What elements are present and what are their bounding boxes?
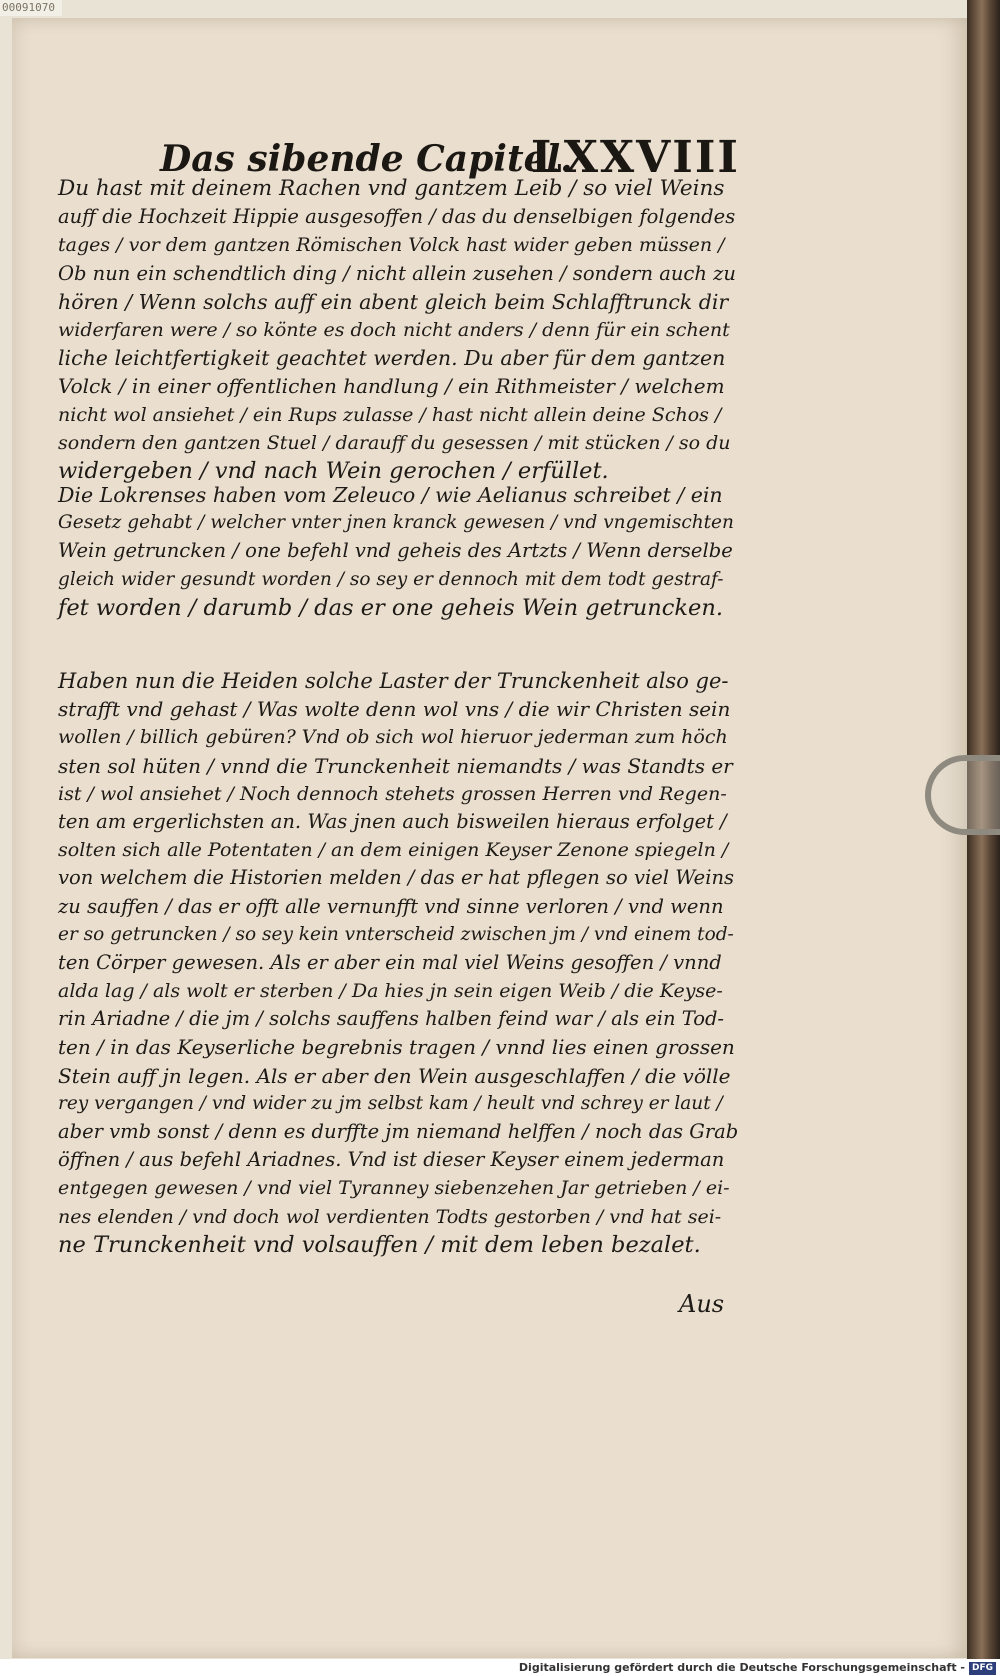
text-line: sondern den gantzen Stuel / darauff du gesessen / mit stücken / so du bbox=[58, 431, 731, 454]
text-line: Volck / in einer offentlichen handlung / ein Rithmeister / welchem bbox=[58, 374, 725, 399]
text-line: Gesetz gehabt / welcher vnter jnen kranck gewesen / vnd vngemischten bbox=[58, 512, 734, 534]
text-line: strafft vnd gehast / Was wolte denn wol vns / die wir Christen sein bbox=[58, 697, 731, 722]
text-line: hören / Wenn solchs auff ein abent gleich beim Schlafftrunck dir bbox=[58, 289, 729, 314]
paragraph-1 bbox=[58, 175, 738, 485]
text-line: wollen / billich gebüren? Vnd ob sich wol hieruor jederman zum höch bbox=[58, 726, 728, 749]
paragraph-2 bbox=[58, 481, 738, 622]
footer-text: Digitalisierung gefördert durch die Deutsche Forschungsgemeinschaft - bbox=[518, 1661, 965, 1674]
text-line: fet worden / darumb / das er one geheis Wein getruncken. bbox=[58, 594, 723, 621]
text-line: entgegen gewesen / vnd viel Tyranney siebenzehen Jar getrieben / ei- bbox=[58, 1177, 730, 1200]
text-line: Die Lokrenses haben vom Zeleuco / wie Aelianus schreibet / ein bbox=[58, 483, 723, 507]
text-line: öffnen / aus befehl Ariadnes. Vnd ist dieser Keyser einem jederman bbox=[58, 1148, 725, 1172]
text-line: Stein auff jn legen. Als er aber den Wein ausgeschlaffen / die völle bbox=[58, 1063, 731, 1088]
text-line: ne Trunckenheit vnd volsauffen / mit dem leben bezalet. bbox=[58, 1231, 701, 1258]
catchword: Aus bbox=[679, 1290, 725, 1318]
text-line: auff die Hochzeit Hippie ausgesoffen / das du denselbigen folgendes bbox=[58, 205, 736, 229]
text-line: zu sauffen / das er offt alle vernunfft vnd sinne verloren / vnd wenn bbox=[58, 894, 724, 918]
text-line: widerfaren were / so könte es doch nicht anders / denn für ein schent bbox=[58, 318, 730, 341]
text-line: aber vmb sonst / denn es durffte jm niemand helffen / noch das Grab bbox=[58, 1120, 739, 1143]
text-line: Du hast mit deinem Rachen vnd gantzem Leib / so viel Weins bbox=[58, 176, 725, 201]
text-line: Ob nun ein schendtlich ding / nicht allein zusehen / sondern auch zu bbox=[58, 261, 736, 285]
text-line: liche leichtfertigkeit geachtet werden. Du aber für dem gantzen bbox=[58, 346, 726, 371]
digitization-footer bbox=[0, 1659, 1000, 1676]
text-line: rin Ariadne / die jm / solchs sauffens halben feind war / als ein Tod- bbox=[58, 1007, 725, 1031]
text-line: ist / wol ansiehet / Noch dennoch stehets grossen Herren vnd Regen- bbox=[58, 782, 727, 805]
text-line: Haben nun die Heiden solche Laster der Trunckenheit also ge- bbox=[58, 669, 729, 693]
chapter-title: Das sibende Capitel. bbox=[160, 138, 573, 180]
paragraph-3 bbox=[58, 667, 738, 1259]
text-line: ten am ergerlichsten an. Was jnen auch bisweilen hieraus erfolget / bbox=[58, 809, 727, 833]
text-line: solten sich alle Potentaten / an dem einigen Keyser Zenone spiegeln / bbox=[58, 839, 729, 862]
text-line: nes elenden / vnd doch wol verdienten Todts gestorben / vnd hat sei- bbox=[58, 1205, 722, 1228]
text-line: ten / in das Keyserliche begrebnis tragen / vnnd lies einen grossen bbox=[58, 1035, 735, 1060]
text-line: tages / vor dem gantzen Römischen Volck hast wider geben müssen / bbox=[58, 234, 725, 257]
text-line: Wein getruncken / one befehl vnd geheis des Artzts / Wenn derselbe bbox=[58, 539, 733, 563]
text-line: rey vergangen / vnd wider zu jm selbst kam / heult vnd schrey er laut / bbox=[58, 1092, 723, 1114]
text-line: nicht wol ansiehet / ein Rups zulasse / hast nicht allein deine Schos / bbox=[58, 403, 722, 426]
text-line: von welchem die Historien melden / das er hat pflegen so viel Weins bbox=[58, 866, 735, 890]
page-clip bbox=[925, 755, 1000, 835]
text-line: alda lag / als wolt er sterben / Da hies jn sein eigen Weib / die Keyse- bbox=[58, 980, 723, 1003]
dfg-logo: DFG bbox=[969, 1662, 996, 1675]
text-line: gleich wider gesundt worden / so sey er dennoch mit dem todt gestraf- bbox=[58, 568, 724, 590]
folio-number: LXXVIII bbox=[530, 132, 740, 183]
text-line: er so getruncken / so sey kein vnterscheid zwischen jm / vnd einem tod- bbox=[58, 923, 734, 945]
text-line: ten Cörper gewesen. Als er aber ein mal viel Weins gesoffen / vnnd bbox=[58, 950, 722, 974]
text-line: widergeben / vnd nach Wein gerochen / erfüllet. bbox=[58, 457, 609, 484]
scan-id-label: 00091070 bbox=[0, 0, 62, 16]
text-line: sten sol hüten / vnnd die Trunckenheit niemandts / was Standts er bbox=[58, 753, 733, 778]
